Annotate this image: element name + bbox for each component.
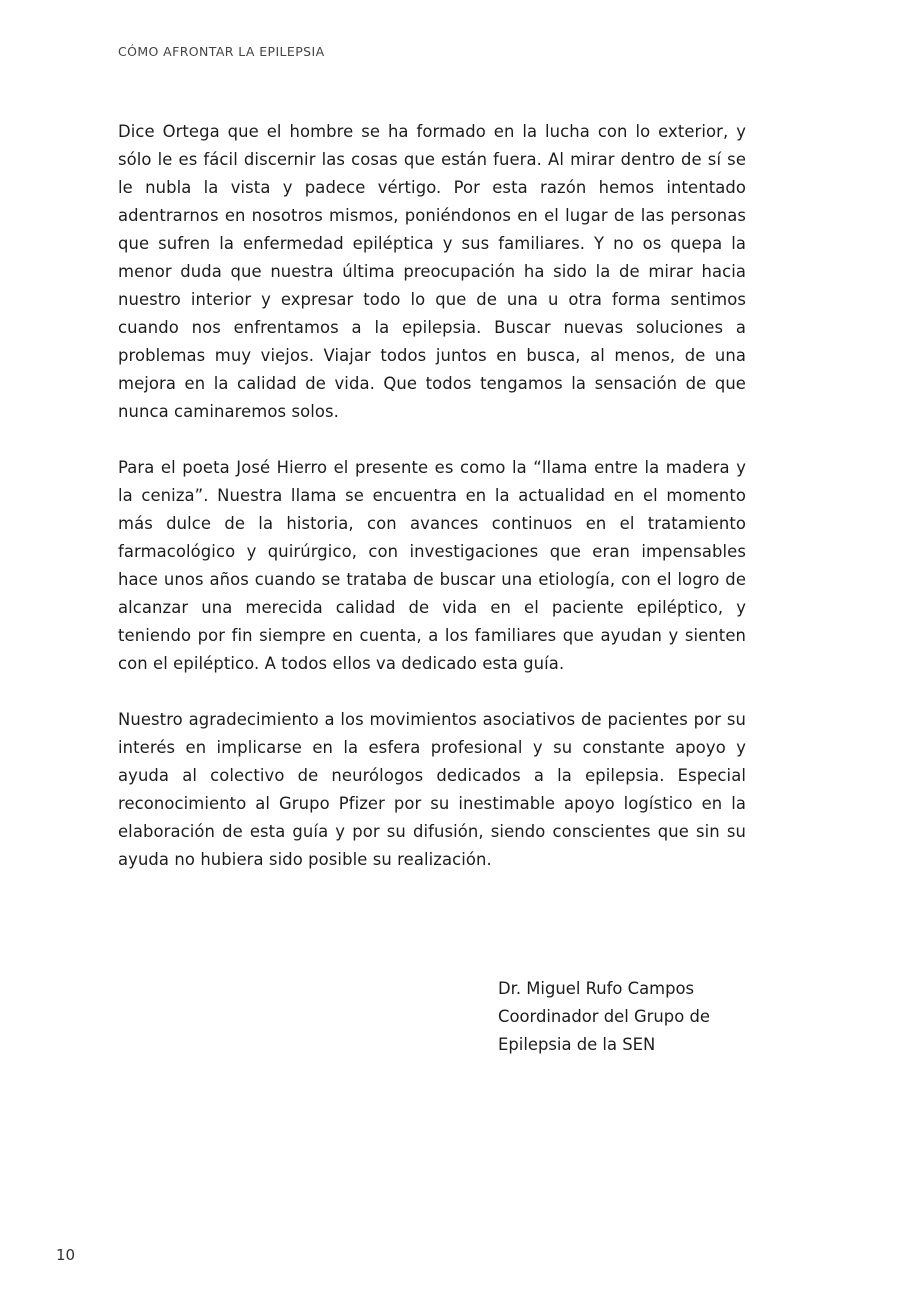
body-text: [118, 118, 746, 902]
signature-role-line-1: Coordinador del Grupo de: [498, 1007, 710, 1026]
signature-role-line-2: Epilepsia de la SEN: [498, 1035, 656, 1054]
paragraph-ortega: Dice Ortega que el hombre se ha formado en la lucha con lo exterior, y sólo le es fácil discernir las cosas que están fuera. Al mirar dentro de sí se le nubla la vista y padece vértigo. Por esta razón hemos intentado adentrarnos en nosotros mismos, poniéndonos en el lugar de las personas que sufren la enfermedad epiléptica y sus familiares. Y no os quepa la menor duda que nuestra última preocupación ha sido la de mirar hacia nuestro interior y expresar todo lo que de una u otra forma sentimos cuando nos enfrentamos a la epilepsia. Buscar nuevas soluciones a problemas muy viejos. Viajar todos juntos en busca, al menos, de una mejora en la calidad de vida. Que todos tengamos la sensación de que nunca caminaremos solos.: [118, 122, 746, 421]
running-header: CÓMO AFRONTAR LA EPILEPSIA: [118, 44, 325, 59]
signature-name: Dr. Miguel Rufo Campos: [498, 979, 695, 998]
page-number: 10: [56, 1246, 76, 1264]
paragraph-hierro: Para el poeta José Hierro el presente es como la “llama entre la madera y la ceniza”. Nuestra llama se encuentra en la actualidad en el momento más dulce de la historia, con avances continuos en el tratamiento farmacológico y quirúrgico, con investigaciones que eran impensables hace unos años cuando se trataba de buscar una etiología, con el logro de alcanzar una merecida calidad de vida en el paciente epiléptico, y teniendo por fin siempre en cuenta, a los familiares que ayudan y sienten con el epiléptico. A todos ellos va dedicado esta guía.: [118, 458, 746, 673]
paragraph-acknowledgements: Nuestro agradecimiento a los movimientos asociativos de pacientes por su interés en implicarse en la esfera profesional y su constante apoyo y ayuda al colectivo de neurólogos dedicados a la epilepsia. Especial reconocimiento al Grupo Pfizer por su inestimable apoyo logístico en la elaboración de esta guía y por su difusión, siendo conscientes que sin su ayuda no hubiera sido posible su realización.: [118, 710, 746, 869]
signature-block: [498, 975, 798, 1059]
